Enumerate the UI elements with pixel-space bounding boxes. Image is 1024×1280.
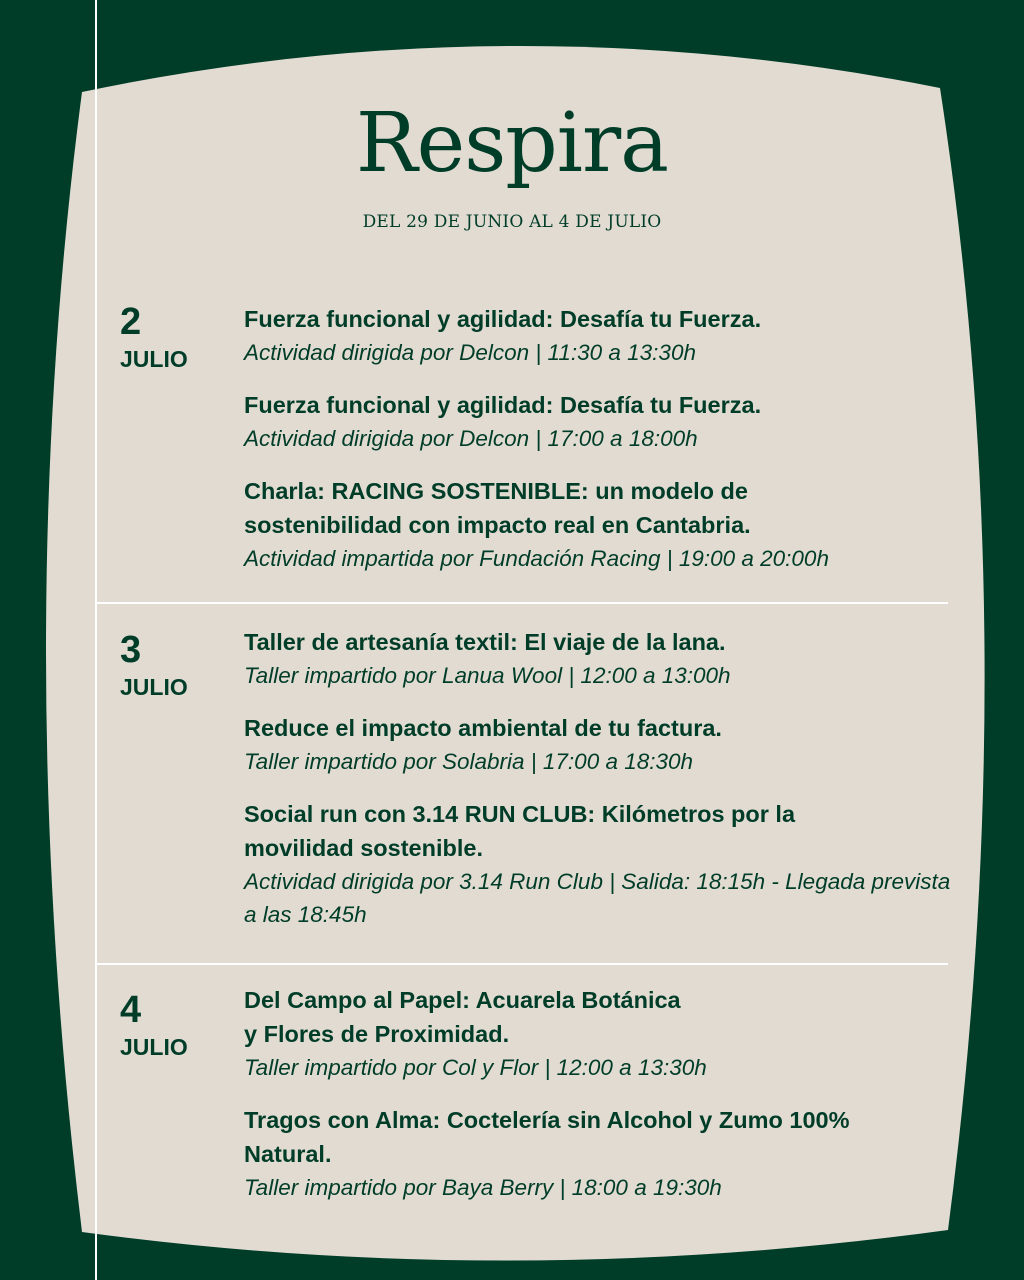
day-month: JULIO: [120, 1034, 188, 1060]
event-title: Charla: RACING SOSTENIBLE: un modelo de sostenibilidad con impacto real en Cantabria.: [244, 478, 751, 538]
day-number: 3: [120, 629, 142, 671]
day-events-3: [244, 625, 964, 950]
event-detail: Taller impartido por Lanua Wool | 12:00 a 13:00h: [244, 663, 731, 688]
event-detail: Taller impartido por Baya Berry | 18:00 a 19:30h: [244, 1175, 722, 1200]
event-title: Reduce el impacto ambiental de tu factura.: [244, 715, 722, 741]
day-events-2: [244, 302, 964, 594]
event-detail: Actividad impartida por Fundación Racing | 19:00 a 20:00h: [244, 546, 829, 571]
event-title: Tragos con Alma: Coctelería sin Alcohol y Zumo 100% Natural.: [244, 1107, 850, 1167]
event-item: [244, 302, 964, 369]
event-item: [244, 983, 964, 1084]
event-title: Taller de artesanía textil: El viaje de la lana.: [244, 629, 726, 655]
event-title: Social run con 3.14 RUN CLUB: Kilómetros por la movilidad sostenible.: [244, 801, 796, 861]
event-detail: Taller impartido por Col y Flor | 12:00 a 13:30h: [244, 1055, 707, 1080]
day-month: JULIO: [120, 346, 188, 372]
event-title: Del Campo al Papel: Acuarela Botánica y Flores de Proximidad.: [244, 987, 681, 1047]
day-label-4: [120, 990, 188, 1062]
event-item: [244, 625, 964, 692]
day-month: JULIO: [120, 674, 188, 700]
day-number: 2: [120, 301, 142, 343]
day-separator: [97, 963, 948, 965]
day-events-4: [244, 983, 964, 1223]
event-detail: Actividad dirigida por Delcon | 11:30 a 13:30h: [244, 340, 696, 365]
day-label-2: [120, 302, 188, 374]
event-title: Fuerza funcional y agilidad: Desafía tu Fuerza.: [244, 306, 762, 332]
day-label-3: [120, 630, 188, 702]
event-title: Fuerza funcional y agilidad: Desafía tu Fuerza.: [244, 392, 762, 418]
day-separator: [97, 602, 948, 604]
event-item: [244, 797, 964, 931]
event-item: [244, 711, 964, 778]
event-detail: Actividad dirigida por 3.14 Run Club | Salida: 18:15h - Llegada prevista a las 18:45h: [244, 869, 951, 927]
event-item: [244, 388, 964, 455]
event-item: [244, 474, 964, 575]
page-title: Respira: [355, 96, 669, 191]
vertical-rule: [95, 0, 97, 1280]
event-detail: Actividad dirigida por Delcon | 17:00 a 18:00h: [244, 426, 698, 451]
day-number: 4: [120, 989, 142, 1031]
event-detail: Taller impartido por Solabria | 17:00 a 18:30h: [244, 749, 694, 774]
date-range: DEL 29 DE JUNIO AL 4 DE JULIO: [362, 212, 662, 232]
event-item: [244, 1103, 964, 1204]
